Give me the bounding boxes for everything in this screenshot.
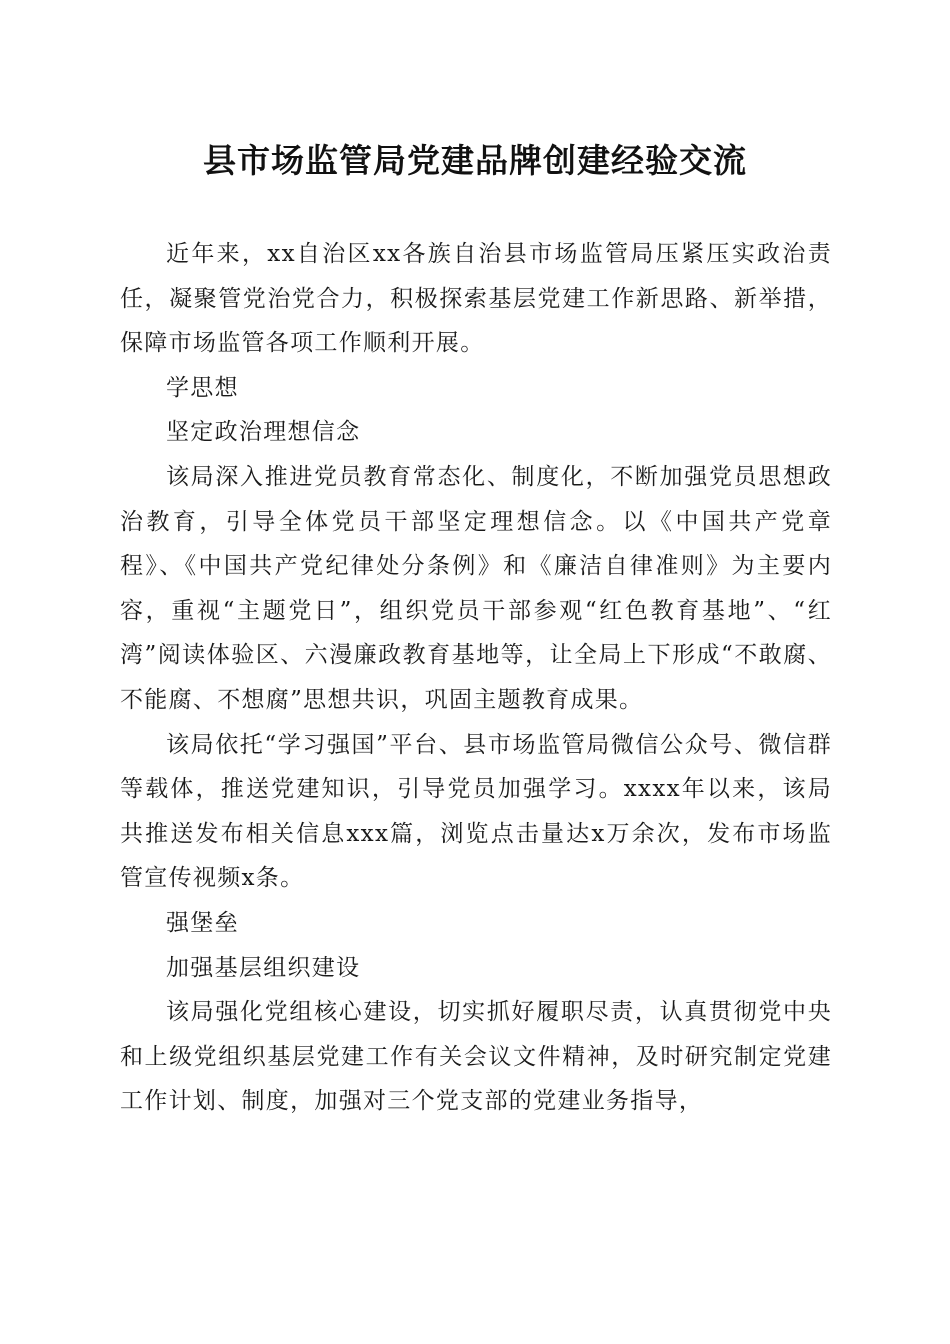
section-subheading: 坚定政治理想信念 (166, 419, 361, 446)
section-subheading: 加强基层组织建设 (166, 954, 361, 981)
body-paragraph: 该局强化党组核心建设，切实抓好履职尽责，认真贯彻党中央和上级党组织基层党建工作有关会议文件精神，及时研究制定党建工作计划、制度，加强对三个党支部的党建业务指导， (120, 999, 832, 1115)
intro-paragraph: 近年来，xx自治区xx各族自治县市场监管局压紧压实政治责任，凝聚管党治党合力，积极探索基层党建工作新思路、新举措，保障市场监管各项工作顺利开展。 (120, 241, 832, 357)
section-heading: 学思想 (166, 374, 239, 401)
body-paragraph: 该局依托“学习强国”平台、县市场监管局微信公众号、微信群等载体，推送党建知识，引导党员加强学习。xxxx年以来，该局共推送发布相关信息xxx篇，浏览点击量达x万余次，发布市场监管宣传视频x条。 (120, 731, 832, 892)
document-body (120, 232, 832, 1124)
body-paragraph: 该局深入推进党员教育常态化、制度化，不断加强党员思想政治教育，引导全体党员干部坚定理想信念。以《中国共产党章程》、《中国共产党纪律处分条例》和《廉洁自律准则》为主要内容，重视“主题党日”，组织党员干部参观“红色教育基地”、“红湾”阅读体验区、六漫廉政教育基地等，让全局上下形成“不敢腐、不能腐、不想腐”思想共识，巩固主题教育成果。 (120, 463, 832, 713)
document-title: 县市场监管局党建品牌创建经验交流 (203, 141, 747, 180)
section-heading: 强堡垒 (166, 909, 239, 936)
